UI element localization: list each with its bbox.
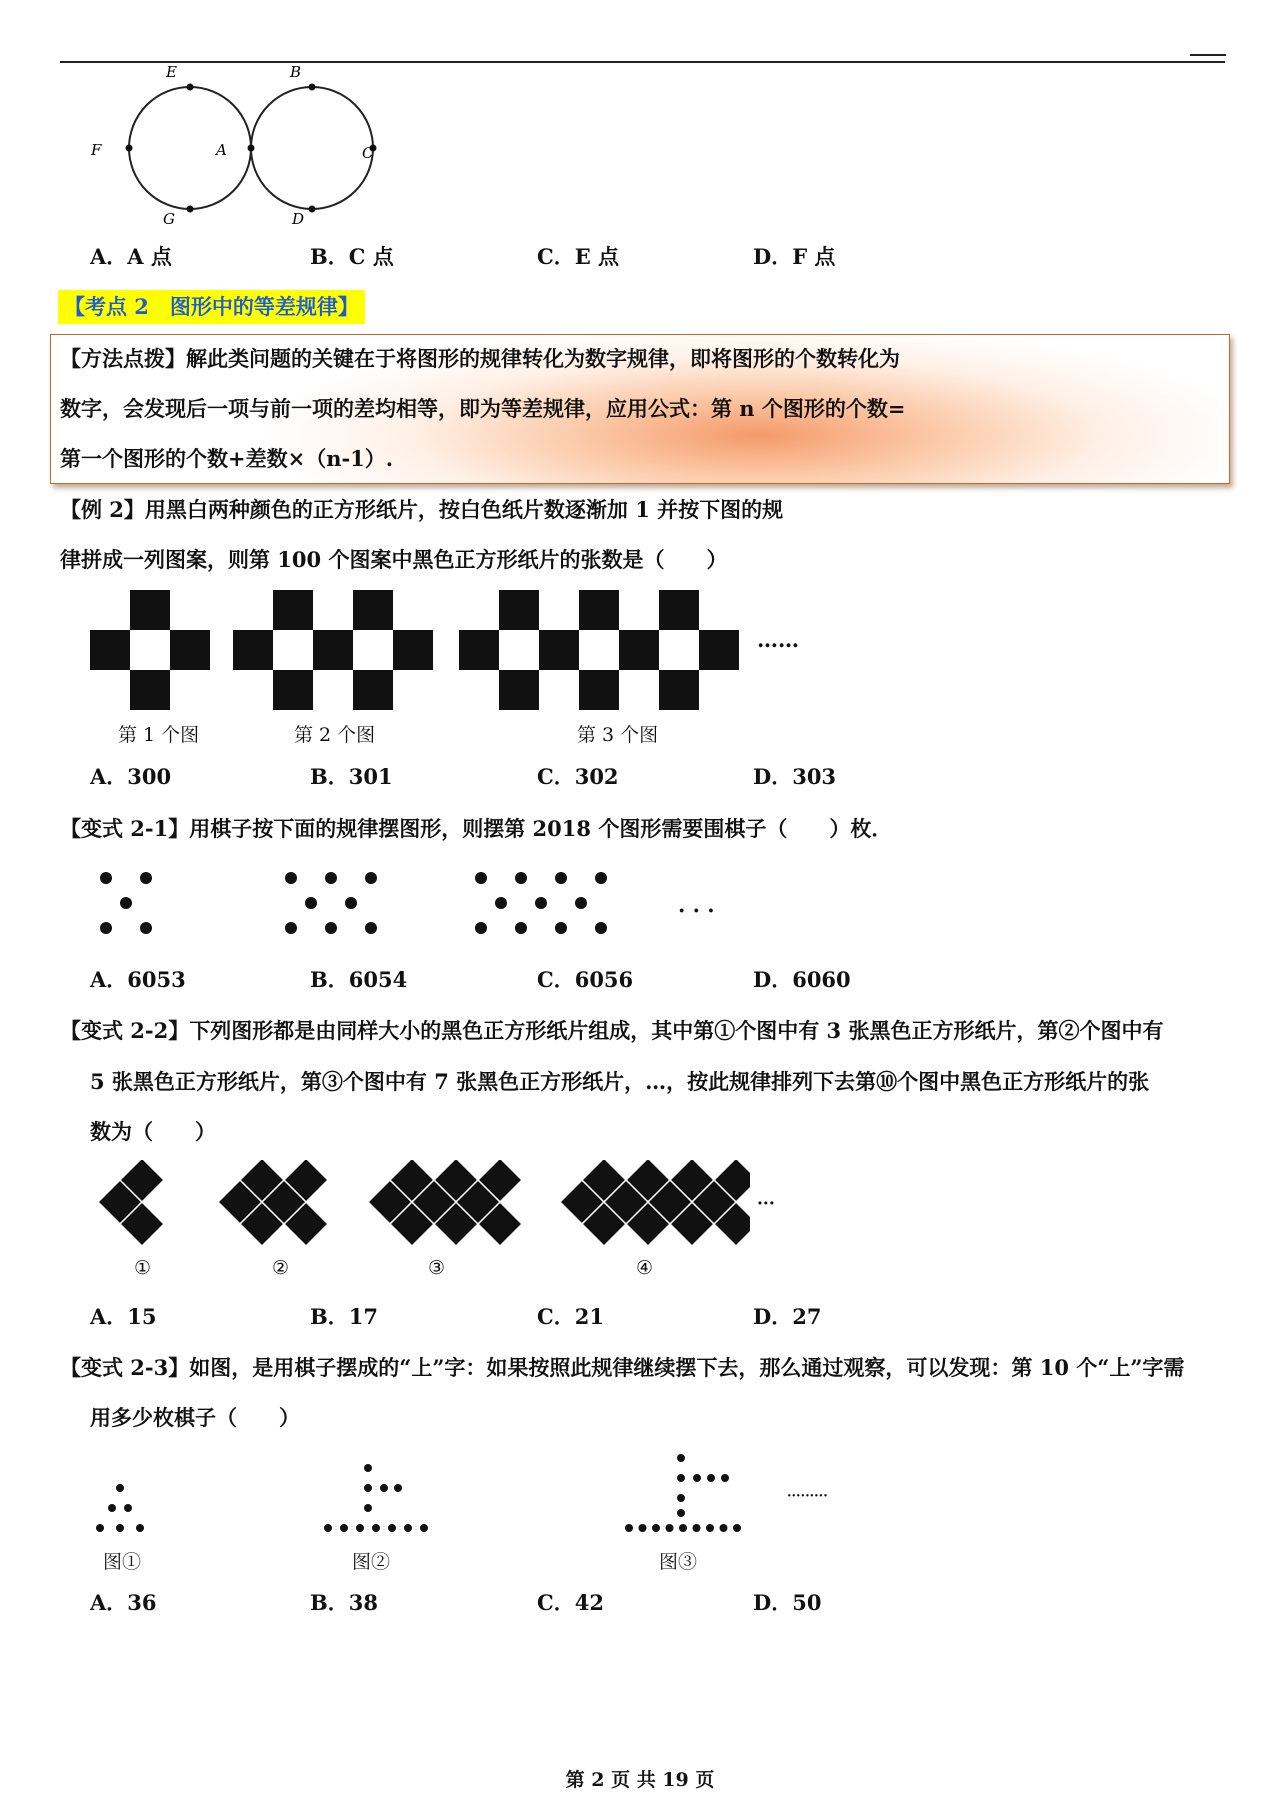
point-E: [187, 84, 194, 91]
label-A: A: [216, 141, 227, 159]
shang-dot: [677, 1454, 685, 1462]
dot: [285, 922, 297, 934]
page-footer: 第 2 页 共 19 页: [565, 1769, 715, 1791]
square-patterns: [85, 590, 815, 720]
variant23-caption-1: 图①: [103, 1551, 142, 1573]
dot: [325, 872, 337, 884]
variant23-option-b: B．38: [310, 1590, 378, 1615]
pattern-2-square: [273, 630, 313, 670]
dot: [495, 897, 507, 909]
shang-dot: [394, 1484, 402, 1492]
variant23-caption-3: 图③: [659, 1551, 698, 1573]
variant21-line-1: 【变式 2-1】用棋子按下面的规律摆图形，则摆第 2018 个图形需要围棋子（ ）枚．: [60, 816, 893, 841]
shang-dot: [116, 1524, 124, 1532]
variant22-option-a: A．15: [90, 1304, 157, 1329]
dot: [515, 922, 527, 934]
pattern-3-square: [579, 670, 619, 710]
example2-option-d: D．303: [753, 764, 837, 789]
pattern-3-square: [659, 630, 699, 670]
pattern-1-square: [170, 630, 210, 670]
dot: [555, 872, 567, 884]
variant22-option-b: B．17: [310, 1304, 378, 1329]
shang-dot: [404, 1524, 412, 1532]
variant23-option-d: D．50: [753, 1590, 822, 1615]
shang-dot: [356, 1524, 364, 1532]
pattern-3-square: [499, 590, 539, 630]
dot: [100, 872, 112, 884]
point-G: [187, 206, 194, 213]
variant21-option-c: C．6056: [537, 967, 634, 992]
example2-option-b: B．301: [310, 764, 393, 789]
variant22-ellipsis: ···: [757, 1194, 775, 1214]
q1-option-b: B．C 点: [310, 244, 394, 269]
shang-dot: [96, 1524, 104, 1532]
shang-dot: [639, 1524, 647, 1532]
diamond-pattern-group: [98, 1160, 750, 1246]
diamond-patterns: [90, 1160, 750, 1250]
method-line-2: 数字，会发现后一项与前一项的差均相等，即为等差规律，应用公式：第 n 个图形的个数=: [60, 396, 906, 421]
variant23-caption-2: 图②: [352, 1551, 391, 1573]
variant22-option-c: C．21: [537, 1304, 604, 1329]
shang-pattern-group: [96, 1454, 741, 1532]
pattern-3-square: [539, 630, 579, 670]
shang-dot: [124, 1504, 132, 1512]
pattern-3-square: [579, 590, 619, 630]
variant21-option-b: B．6054: [310, 967, 408, 992]
variant22-caption-4: ④: [636, 1257, 654, 1279]
q1-option-a: A．A 点: [90, 244, 172, 269]
pattern-1: [90, 590, 210, 710]
right-circle: [251, 87, 373, 209]
shang-dot: [706, 1524, 714, 1532]
example2-caption-1: 第 1 个图: [118, 724, 200, 746]
pattern-2-square: [273, 590, 313, 630]
variant23-line-2: 用多少枚棋子（ ）: [90, 1405, 300, 1430]
pattern-3-square: [499, 630, 539, 670]
shang-dot: [364, 1484, 372, 1492]
method-line-1: 【方法点拨】解此类问题的关键在于将图形的规律转化为数字规律，即将图形的个数转化为: [60, 346, 900, 371]
dot: [140, 922, 152, 934]
left-circle: [129, 87, 251, 209]
pattern-2-square: [353, 590, 393, 630]
shang-dot: [364, 1504, 372, 1512]
pattern-1-square: [90, 630, 130, 670]
shang-dot: [707, 1474, 715, 1482]
kaodian-heading: 【考点 2 图形中的等差规律】: [58, 290, 365, 324]
pattern-3-square: [579, 630, 619, 670]
dot: [285, 872, 297, 884]
pattern-3-square: [659, 590, 699, 630]
shang-dot: [420, 1524, 428, 1532]
shang-dot: [324, 1524, 332, 1532]
dot: [140, 872, 152, 884]
example2-caption-2: 第 2 个图: [294, 724, 376, 746]
variant23-option-a: A．36: [90, 1590, 157, 1615]
example2-option-c: C．302: [537, 764, 619, 789]
example2-option-a: A．300: [90, 764, 172, 789]
shang-dot: [108, 1504, 116, 1512]
point-A: [248, 145, 255, 152]
shang-dot: [380, 1484, 388, 1492]
dot: [365, 872, 377, 884]
dot: [595, 872, 607, 884]
example2-ellipsis: ……: [757, 627, 799, 652]
dot: [575, 897, 587, 909]
point-B: [309, 84, 316, 91]
label-F: F: [91, 141, 102, 159]
shang-dot: [372, 1524, 380, 1532]
pattern-2-square: [353, 630, 393, 670]
variant23-ellipsis: ·········: [787, 1489, 828, 1504]
pattern-3-square: [699, 630, 739, 670]
dot: [325, 922, 337, 934]
pattern-1-square: [130, 590, 170, 630]
pattern-2-square: [353, 670, 393, 710]
shang-dot: [652, 1524, 660, 1532]
dot: [475, 922, 487, 934]
pattern-3-square: [499, 670, 539, 710]
shang-patterns: [80, 1440, 760, 1540]
shang-dot: [136, 1524, 144, 1532]
point-D: [309, 206, 316, 213]
label-C: C: [362, 144, 374, 162]
variant22-line-3: 数为（ ）: [90, 1119, 216, 1144]
dot: [365, 922, 377, 934]
label-D: D: [292, 210, 305, 228]
variant23-line-1: 【变式 2-3】如图，是用棋子摆成的“上”字：如果按照此规律继续摆下去，那么通过观察，可以发现：第 10 个“上”字需: [60, 1355, 1185, 1380]
dot: [595, 922, 607, 934]
label-G: G: [163, 210, 175, 228]
shang-dot: [679, 1524, 687, 1532]
q1-option-c: C．E 点: [537, 244, 620, 269]
pattern-3-square: [619, 630, 659, 670]
label-B: B: [290, 63, 302, 81]
pattern-2: [233, 590, 433, 710]
shang-dot: [666, 1524, 674, 1532]
variant23-option-c: C．42: [537, 1590, 604, 1615]
dot: [120, 897, 132, 909]
dot: [100, 922, 112, 934]
pattern-2-square: [393, 630, 433, 670]
dot: [345, 897, 357, 909]
example2-caption-3: 第 3 个图: [577, 724, 659, 746]
shang-dot: [720, 1524, 728, 1532]
shang-dot: [721, 1474, 729, 1482]
dot: [475, 872, 487, 884]
dot-pattern-group: [100, 872, 607, 934]
pattern-2-square: [233, 630, 273, 670]
pattern-1-square: [130, 630, 170, 670]
variant22-caption-2: ②: [272, 1257, 290, 1279]
pattern-3-square: [459, 630, 499, 670]
point-F: [126, 145, 133, 152]
shang-dot: [677, 1474, 685, 1482]
shang-dot: [625, 1524, 633, 1532]
header-short-rule: [1190, 54, 1226, 56]
dot: [305, 897, 317, 909]
example2-line-2: 律拼成一列图案，则第 100 个图案中黑色正方形纸片的张数是（ ）: [60, 547, 728, 572]
pattern-3: [459, 590, 739, 710]
pattern-1-square: [130, 670, 170, 710]
pattern-3-square: [659, 670, 699, 710]
shang-dot: [693, 1524, 701, 1532]
q1-option-d: D．F 点: [753, 244, 836, 269]
dot: [515, 872, 527, 884]
shang-dot: [388, 1524, 396, 1532]
dot: [555, 922, 567, 934]
method-line-3: 第一个图形的个数+差数×（n-1）.: [60, 446, 394, 471]
variant22-option-d: D．27: [753, 1304, 822, 1329]
label-E: E: [166, 63, 177, 81]
shang-dot: [364, 1464, 372, 1472]
pattern-2-square: [273, 670, 313, 710]
shang-dot: [677, 1494, 685, 1502]
variant21-ellipsis: · · ·: [678, 898, 715, 923]
shang-dot: [693, 1474, 701, 1482]
shang-dot: [116, 1484, 124, 1492]
variant21-option-a: A．6053: [90, 967, 186, 992]
two-circles-figure: [80, 60, 400, 235]
variant22-caption-1: ①: [134, 1257, 152, 1279]
dot: [535, 897, 547, 909]
variant21-option-d: D．6060: [753, 967, 851, 992]
shang-dot: [340, 1524, 348, 1532]
shang-dot: [733, 1524, 741, 1532]
variant22-line-2: 5 张黑色正方形纸片，第③个图中有 7 张黑色正方形纸片，…，按此规律排列下去第⑩个图中黑色正方形纸片的张: [90, 1069, 1150, 1094]
pattern-2-square: [313, 630, 353, 670]
variant22-caption-3: ③: [428, 1257, 446, 1279]
shang-dot: [677, 1509, 685, 1517]
dot-patterns: [90, 870, 630, 940]
variant22-line-1: 【变式 2-2】下列图形都是由同样大小的黑色正方形纸片组成，其中第①个图中有 3 张黑色正方形纸片，第②个图中有: [60, 1018, 1164, 1043]
example2-line-1: 【例 2】用黑白两种颜色的正方形纸片，按白色纸片数逐渐加 1 并按下图的规: [60, 497, 784, 522]
